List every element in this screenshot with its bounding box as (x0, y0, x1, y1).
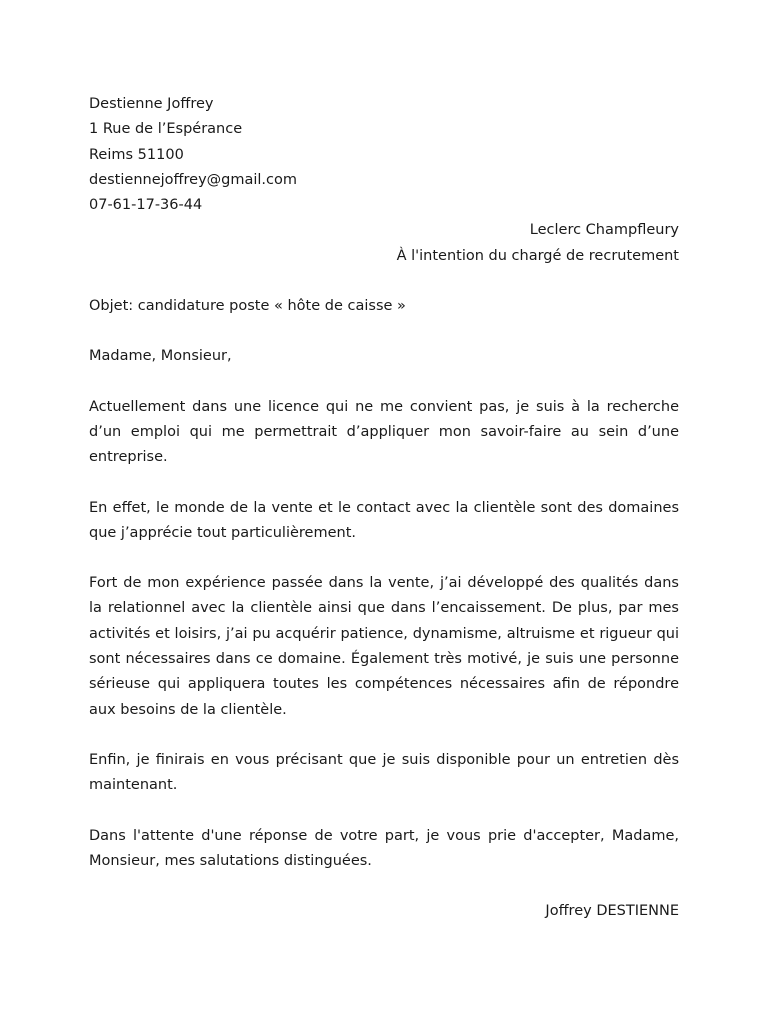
sender-email: destiennejoffrey@gmail.com (89, 171, 297, 188)
paragraph-interest: En effet, le monde de la vente et le contact avec la clientèle sont des domaines que j’apprécie tout particulièrement. (89, 499, 679, 541)
sender-phone: 07-61-17-36-44 (89, 197, 203, 214)
paragraph-intro: Actuellement dans une licence qui ne me convient pas, je suis à la recherche d’un emploi qui me permettrait d’appliquer mon savoir-faire au sein d’une entreprise. (89, 398, 679, 466)
sender-city: Reims 51100 (89, 146, 184, 163)
sender-street: 1 Rue de l’Espérance (89, 121, 243, 138)
paragraph-closing: Dans l'attente d'une réponse de votre part, je vous prie d'accepter, Madame, Monsieur, mes salutations distinguées. (89, 827, 679, 869)
recipient-company: Leclerc Champfleury (529, 222, 679, 239)
sender-name: Destienne Joffrey (89, 96, 214, 112)
recipient-attention: À l'intention du chargé de recrutement (396, 247, 679, 264)
letter-subject: Objet: candidature poste « hôte de caisse » (89, 298, 406, 315)
signature: Joffrey DESTIENNE (545, 903, 679, 920)
recipient-block (89, 218, 679, 269)
letter-page (89, 92, 679, 924)
sender-block (89, 92, 679, 218)
letter-salutation: Madame, Monsieur, (89, 348, 232, 365)
paragraph-experience: Fort de mon expérience passée dans la vente, j’ai développé des qualités dans la relationnel avec la clientèle ainsi que dans l’encaissement. De plus, par mes activités et loisirs, j’ai pu acquérir patience, dynamisme, altruisme et rigueur qui sont nécessaires dans ce domaine. Également très motivé, je suis une personne sérieuse qui appliquera toutes les compétences nécessaires afin de répondre aux besoins de la clientèle. (89, 575, 679, 718)
paragraph-availability: Enfin, je finirais en vous précisant que je suis disponible pour un entretien dès maintenant. (89, 751, 679, 794)
